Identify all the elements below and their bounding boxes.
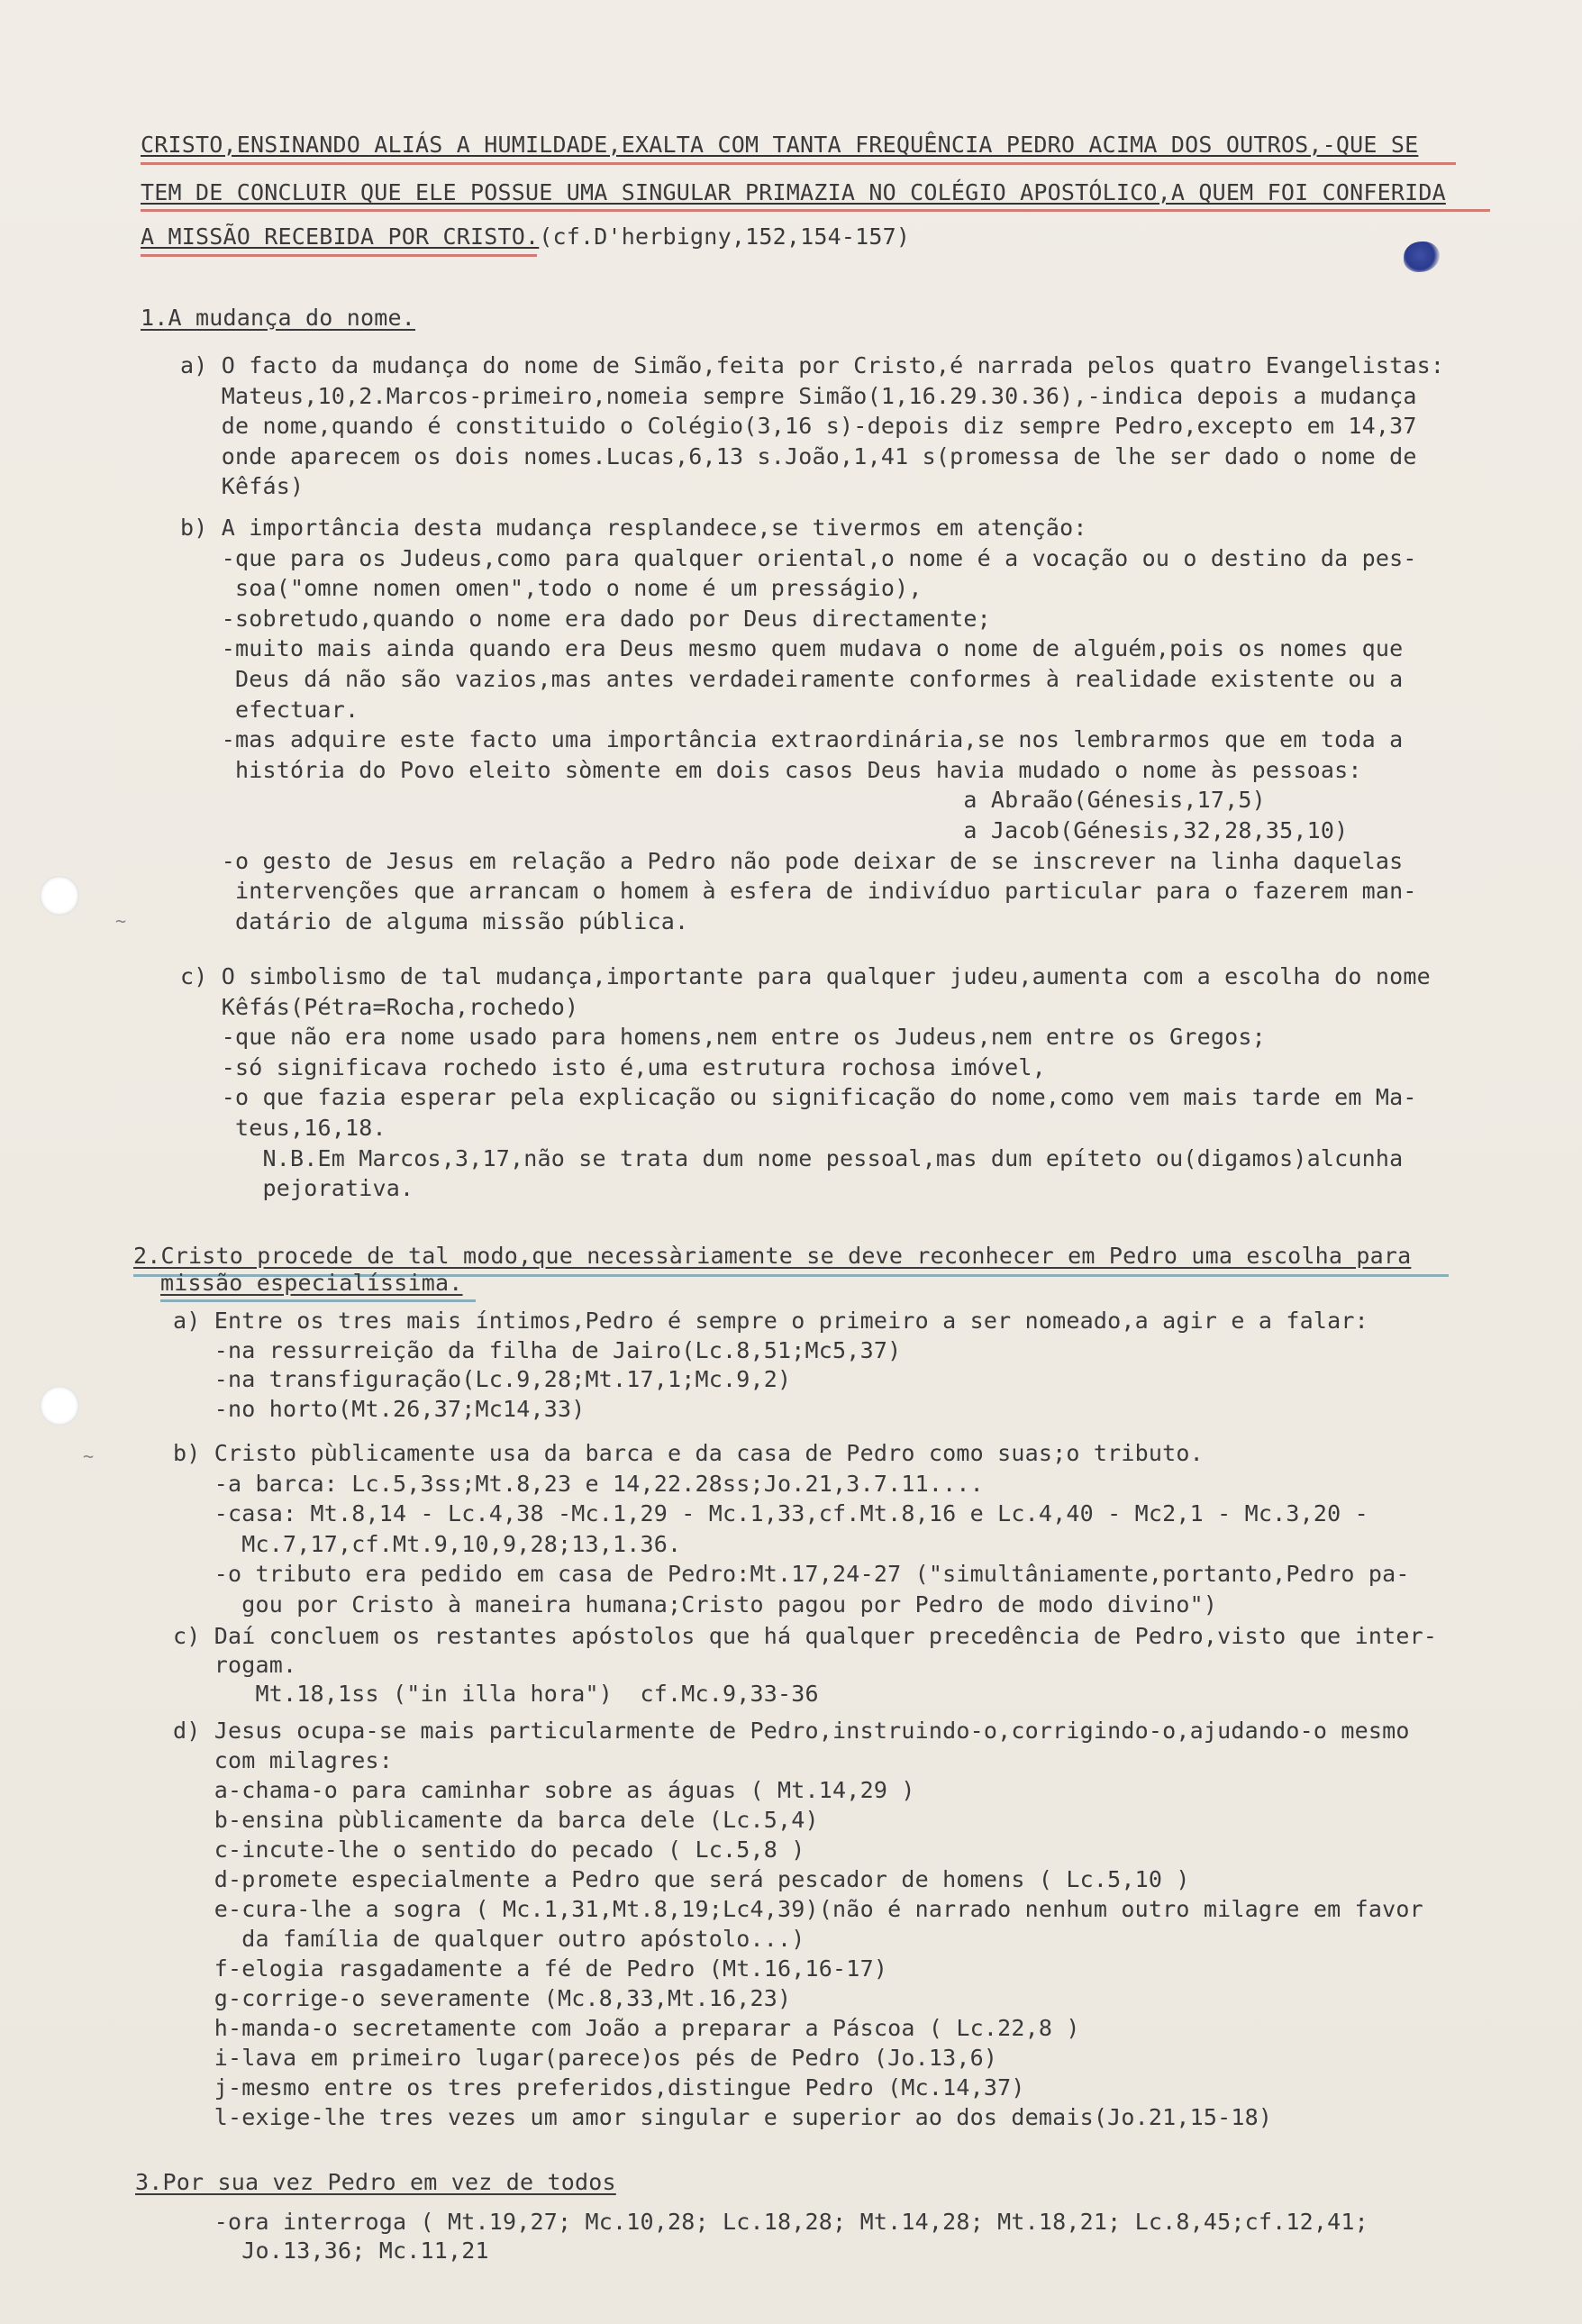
text-line: da família de qualquer outro apóstolo...): [173, 1926, 805, 1952]
section-1-heading: 1.A mudança do nome.: [141, 305, 416, 331]
text-line: Kêfás(Pétra=Rocha,rochedo): [180, 993, 579, 1020]
text-line: a) Entre os tres mais íntimos,Pedro é sempre o primeiro a ser nomeado,a agir e a falar:: [173, 1308, 1368, 1334]
text-line: datário de alguma missão pública.: [180, 907, 689, 934]
punch-hole-bottom: [40, 1386, 79, 1426]
text-line: -no horto(Mt.26,37;Mc14,33): [173, 1395, 586, 1422]
text-line: d) Jesus ocupa-se mais particularmente de Pedro,instruindo-o,corrigindo-o,ajudando-o mesmo: [173, 1718, 1410, 1744]
text-line: -muito mais ainda quando era Deus mesmo quem mudava o nome de alguém,pois os nomes que: [180, 635, 1404, 662]
margin-mark: ~: [83, 1445, 95, 1467]
text-line: j-mesmo entre os tres preferidos,distingue Pedro (Mc.14,37): [173, 2074, 1025, 2101]
text-line: b) Cristo pùblicamente usa da barca e da casa de Pedro como suas;o tributo.: [173, 1440, 1204, 1466]
text-line: a-chama-o para caminhar sobre as águas ( Mt.14,29 ): [173, 1777, 915, 1803]
text-line: Kêfás): [180, 473, 305, 499]
section-2-heading-line-2: missão especialíssima.: [160, 1270, 463, 1296]
title-line-3: A MISSÃO RECEBIDA POR CRISTO.(cf.D'herbigny,152,154-157): [141, 223, 911, 250]
text-line: g-corrige-o severamente (Mc.8,33,Mt.16,23): [173, 1985, 792, 2011]
text-line: i-lava em primeiro lugar(parece)os pés de Pedro (Jo.13,6): [173, 2045, 998, 2071]
text-line: b-ensina pùblicamente da barca dele (Lc.5,4): [173, 1807, 819, 1833]
text-line: -que para os Judeus,como para qualquer oriental,o nome é a vocação ou o destino da pes-: [180, 544, 1417, 571]
text-line: -mas adquire este facto uma importância extraordinária,se nos lembrarmos que em toda a: [180, 726, 1404, 753]
text-line: Mt.18,1ss ("in illa hora") cf.Mc.9,33-36: [173, 1681, 819, 1707]
text-line: pejorativa.: [180, 1175, 414, 1202]
text-line: Deus dá não são vazios,mas antes verdadeiramente conformes à realidade existente ou a: [180, 666, 1404, 692]
text-line: -que não era nome usado para homens,nem entre os Judeus,nem entre os Gregos;: [180, 1024, 1266, 1051]
text-line: intervenções que arrancam o homem à esfera de indivíduo particular para o fazerem man-: [180, 878, 1417, 905]
text-line: a Jacob(Génesis,32,28,35,10): [180, 817, 1349, 843]
ink-blot: [1404, 242, 1440, 272]
title-highlight-2: [141, 209, 1490, 212]
text-line: -casa: Mt.8,14 - Lc.4,38 -Mc.1,29 - Mc.1,33,cf.Mt.8,16 e Lc.4,40 - Mc2,1 - Mc.3,20 -: [173, 1500, 1368, 1527]
text-line: gou por Cristo à maneira humana;Cristo pagou por Pedro de modo divino"): [173, 1590, 1218, 1618]
margin-mark: ~: [115, 910, 127, 932]
text-line: história do Povo eleito sòmente em dois casos Deus havia mudado o nome às pessoas:: [180, 756, 1362, 783]
title-highlight-3: [141, 254, 537, 257]
text-line: a) O facto da mudança do nome de Simão,feita por Cristo,é narrada pelos quatro Evangelistas:: [180, 352, 1445, 378]
text-line: d-promete especialmente a Pedro que será pescador de homens ( Lc.5,10 ): [173, 1866, 1190, 1892]
text-line: efectuar.: [180, 696, 359, 723]
text-line: onde aparecem os dois nomes.Lucas,6,13 s.João,1,41 s(promessa de lhe ser dado o nome de: [180, 442, 1417, 469]
text-line: h-manda-o secretamente com João a preparar a Páscoa ( Lc.22,8 ): [173, 2015, 1080, 2041]
text-line: c-incute-lhe o sentido do pecado ( Lc.5,8 ): [173, 1836, 805, 1863]
title-highlight-1: [141, 162, 1456, 165]
text-line: f-elogia rasgadamente a fé de Pedro (Mt.16,16-17): [173, 1955, 888, 1982]
text-line: -o gesto de Jesus em relação a Pedro não pode deixar de se inscrever na linha daquelas: [180, 847, 1404, 874]
text-line: teus,16,18.: [180, 1115, 386, 1141]
text-line: -o que fazia esperar pela explicação ou significação do nome,como vem mais tarde em Ma-: [180, 1084, 1417, 1111]
text-line: Jo.13,36; Mc.11,21: [173, 2237, 489, 2264]
text-line: -na transfiguração(Lc.9,28;Mt.17,1;Mc.9,2): [173, 1366, 792, 1392]
text-line: -o tributo era pedido em casa de Pedro:Mt.17,24-27 ("simultâniamente,portanto,Pedro pa-: [173, 1561, 1410, 1587]
text-line: -na ressurreição da filha de Jairo(Lc.8,51;Mc5,37): [173, 1336, 902, 1363]
text-line: e-cura-lhe a sogra ( Mc.1,31,Mt.8,19;Lc4,39)(não é narrado nenhum outro milagre em favor: [173, 1896, 1423, 1922]
text-line: de nome,quando é constituido o Colégio(3,16 s)-depois diz sempre Pedro,excepto em 14,37: [180, 413, 1417, 439]
text-line: l-exige-lhe tres vezes um amor singular e superior ao dos demais(Jo.21,15-18): [173, 2104, 1273, 2130]
text-line: c) O simbolismo de tal mudança,importante para qualquer judeu,aumenta com a escolha do nome: [180, 963, 1431, 989]
text-line: rogam.: [173, 1652, 297, 1678]
title-line-1: CRISTO,ENSINANDO ALIÁS A HUMILDADE,EXALTA COM TANTA FREQUÊNCIA PEDRO ACIMA DOS OUTROS,-QUE SE: [141, 132, 1419, 158]
text-line: b) A importância desta mudança resplandece,se tivermos em atenção:: [180, 515, 1087, 541]
text-line: -ora interroga ( Mt.19,27; Mc.10,28; Lc.18,28; Mt.14,28; Mt.18,21; Lc.8,45;cf.12,41;: [173, 2209, 1368, 2235]
punch-hole-top: [40, 876, 79, 916]
text-line: Mc.7,17,cf.Mt.9,10,9,28;13,1.36.: [173, 1530, 682, 1557]
section-3-heading: 3.Por sua vez Pedro em vez de todos: [135, 2169, 616, 2195]
title-line-2: TEM DE CONCLUIR QUE ELE POSSUE UMA SINGULAR PRIMAZIA NO COLÉGIO APOSTÓLICO,A QUEM FOI CONFERIDA: [141, 179, 1446, 205]
text-line: soa("omne nomen omen",todo o nome é um presságio),: [180, 575, 923, 602]
text-line: Mateus,10,2.Marcos-primeiro,nomeia sempre Simão(1,16.29.30.36),-indica depois a mudança: [180, 382, 1417, 409]
text-line: -sobretudo,quando o nome era dado por Deus directamente;: [180, 605, 991, 632]
text-line: N.B.Em Marcos,3,17,não se trata dum nome pessoal,mas dum epíteto ou(digamos)alcunha: [180, 1144, 1404, 1171]
section-2-highlight-2: [160, 1299, 476, 1302]
text-line: -só significava rochedo isto é,uma estrutura rochosa imóvel,: [180, 1053, 1046, 1080]
text-line: a Abraão(Génesis,17,5): [180, 787, 1266, 814]
text-line: com milagres:: [173, 1747, 394, 1773]
text-line: -a barca: Lc.5,3ss;Mt.8,23 e 14,22.28ss;Jo.21,3.7.11....: [173, 1470, 984, 1497]
text-line: c) Daí concluem os restantes apóstolos que há qualquer precedência de Pedro,visto que inter-: [173, 1623, 1438, 1649]
section-2-heading-line-1: 2.Cristo procede de tal modo,que necessàriamente se deve reconhecer em Pedro uma escolha para: [133, 1243, 1412, 1269]
